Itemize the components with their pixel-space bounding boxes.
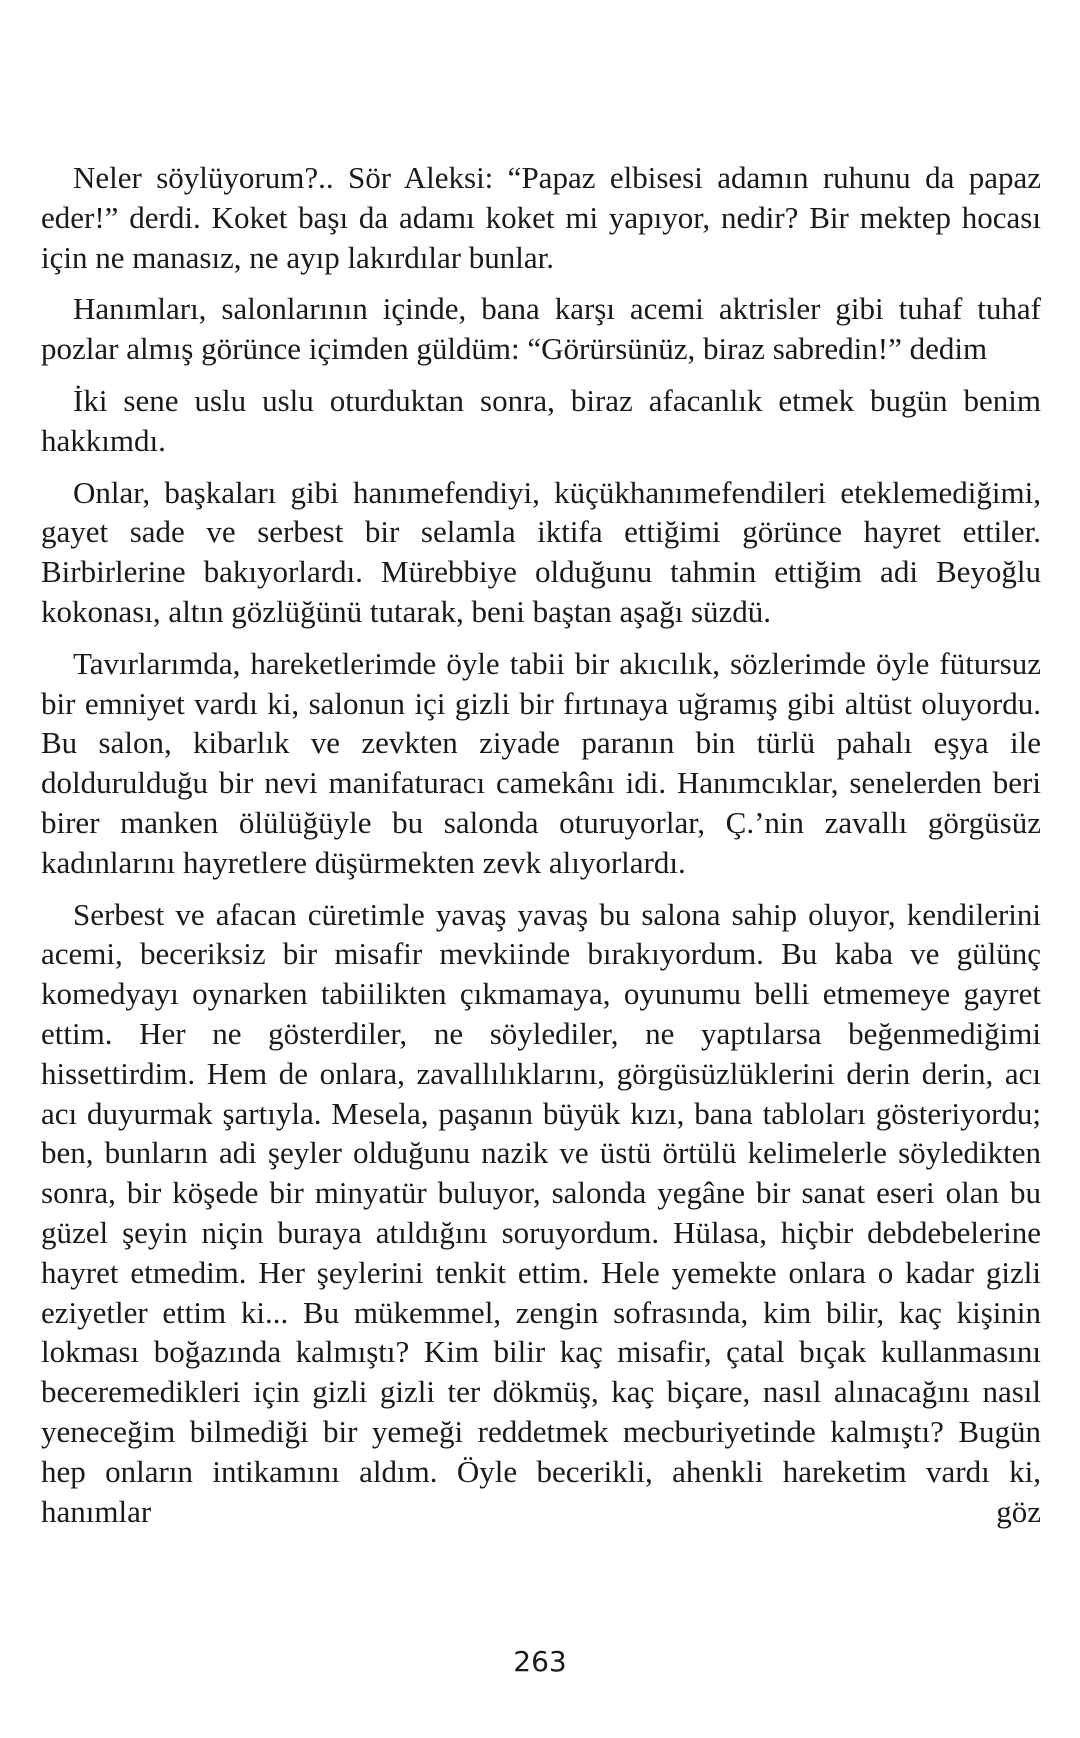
page-number: 263 bbox=[513, 1645, 567, 1678]
page-text bbox=[41, 158, 1041, 1543]
paragraph-4: Onlar, başkaları gibi hanımefendiyi, küçükhanımefendileri eteklemediğimi, gayet sade ve serbest bir selamla iktifa ettiğimi görünce hayret ettiler. Birbirlerine bakıyorlardı. Mürebbiye olduğunu tahmin ettiğim adi Beyoğlu kokonası, altın gözlüğünü tutarak, beni baştan aşağı süzdü. bbox=[41, 474, 1041, 629]
paragraph-3: İki sene uslu uslu oturduktan sonra, biraz afacanlık etmek bugün benim hakkımdı. bbox=[41, 382, 1041, 458]
paragraph-6: Serbest ve afacan cüretimle yavaş yavaş bu salona sahip oluyor, kendilerini acemi, beceriksiz bir misafir mevkiinde bırakıyordum. Bu kaba ve gülünç komedyayı oynarken tabiilikten çıkmamaya, oyunumu belli etmemeye gayret ettim. Her ne gösterdiler, ne söylediler, ne yaptılarsa beğenmediğimi hissettirdim. Hem de onlara, zavallılıklarını, görgüsüzlüklerini derin derin, acı acı duyurmak şartıyla. Mesela, paşanın büyük kızı, bana tabloları gösteriyordu; ben, bunların adi şeyler olduğunu nazik ve üstü örtülü kelimelerle söyledikten sonra, bir köşede bir minyatür buluyor, salonda yegâne bir sanat eseri olan bu güzel şeyin niçin buraya atıldığını soruyordum. Hülasa, hiçbir debdebelerine hayret etmedim. Her şeylerini tenkit ettim. Hele yemekte onlara o kadar gizli eziyetler ettim ki... Bu mükemmel, zengin sofrasında, kim bilir, kaç kişinin lokması boğazında kalmıştı? Kim bilir kaç misafir, çatal bıçak kullanmasını beceremedikleri için gizli gizli ter dökmüş, kaç biçare, nasıl alınacağını nasıl yeneceğim bilmediği bir yemeği reddetmek mecburiyetinde kalmıştı? Bugün hep onların intikamını aldım. Öyle becerikli, ahenkli hareketim vardı ki, hanımlar göz bbox=[41, 896, 1041, 1529]
paragraph-1: Neler söylüyorum?.. Sör Aleksi: “Papaz elbisesi adamın ruhunu da papaz eder!” derdi. Koket başı da adamı koket mi yapıyor, nedir? Bir mektep hocası için ne manasız, ne ayıp lakırdılar bunlar. bbox=[41, 160, 1041, 275]
paragraph-5: Tavırlarımda, hareketlerimde öyle tabii bir akıcılık, sözlerimde öyle fütursuz bir emniyet vardı ki, salonun içi gizli bir fırtınaya uğramış gibi altüst oluyordu. Bu salon, kibarlık ve zevkten ziyade paranın bin türlü pahalı eşya ile doldurulduğu bir nevi manifaturacı camekânı idi. Hanımcıklar, senelerden beri birer manken ölülüğüyle bu salonda oturuyorlar, Ç.’nin zavallı görgüsüz kadınlarını hayretlere düşürmekten zevk alıyorlardı. bbox=[41, 645, 1041, 880]
paragraph-2: Hanımları, salonlarının içinde, bana karşı acemi aktrisler gibi tuhaf tuhaf pozlar almış görünce içimden güldüm: “Görürsünüz, biraz sabredin!” dedim bbox=[41, 291, 1041, 367]
